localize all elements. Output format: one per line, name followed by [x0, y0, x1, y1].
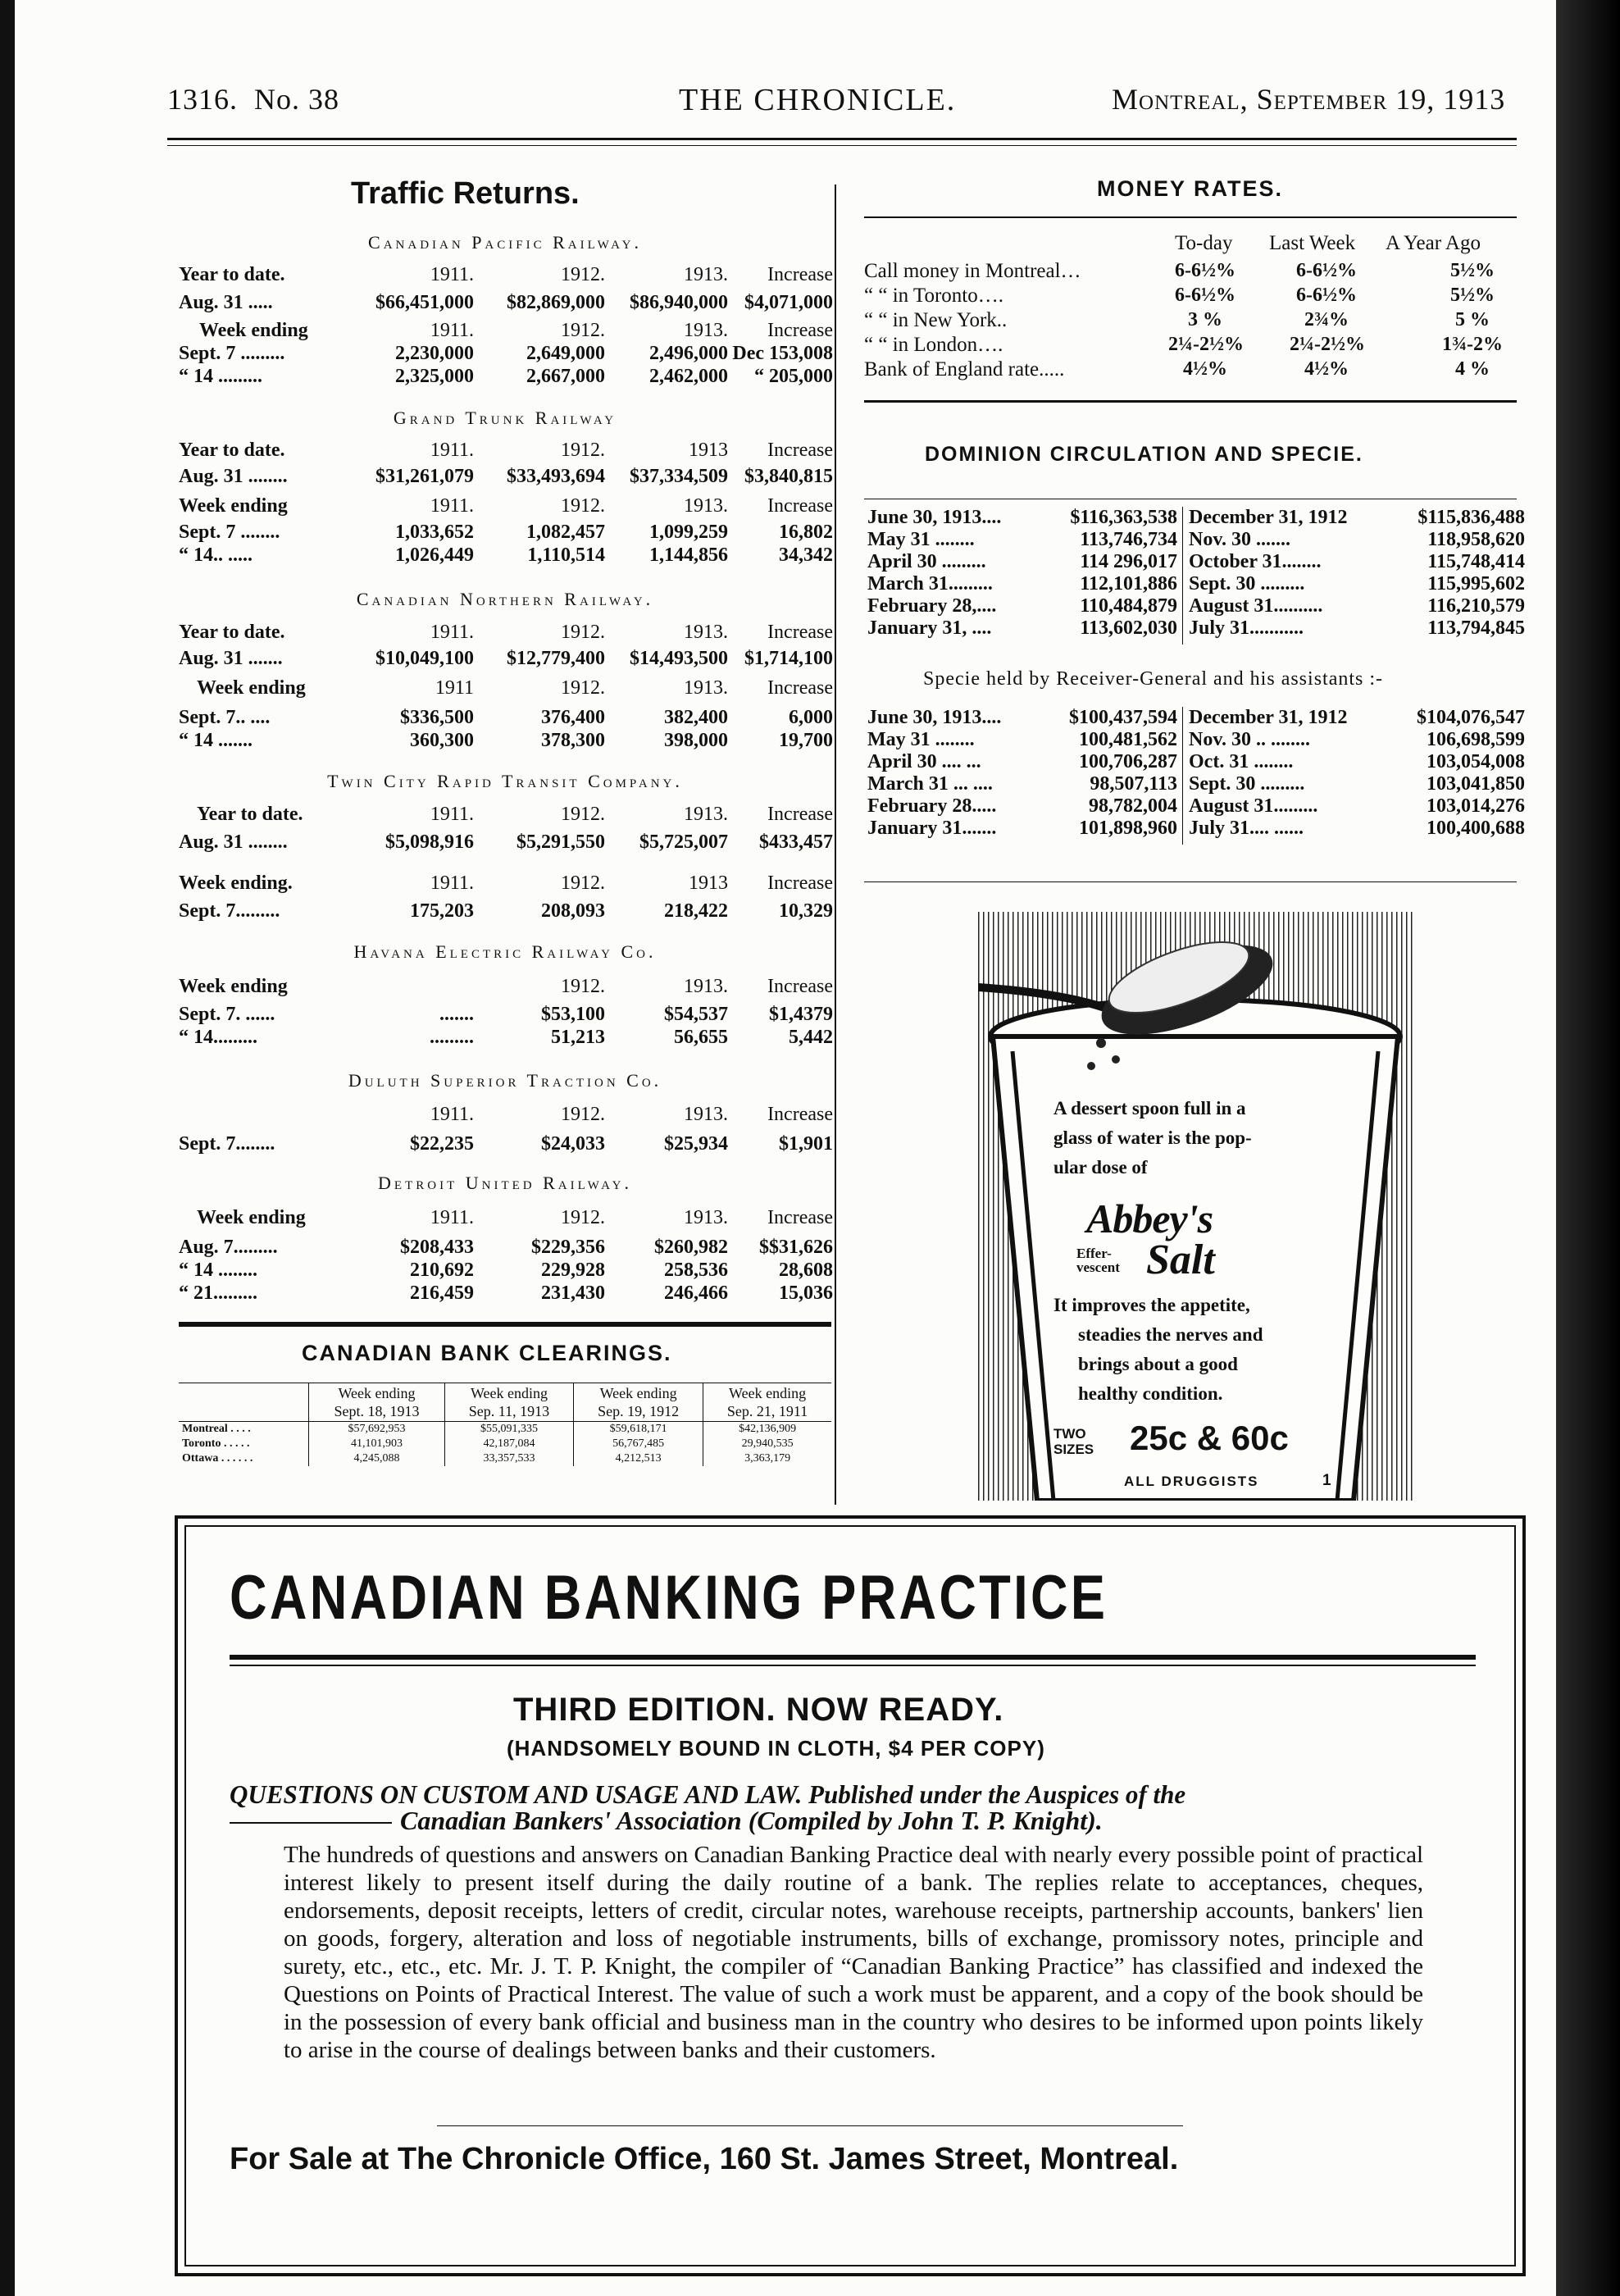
dominion-value: $100,437,594 [1069, 707, 1177, 728]
traffic-header-cell: Year to date. [197, 804, 303, 825]
dominion-value: 98,782,004 [1089, 795, 1177, 817]
dominion-value: $104,076,547 [1417, 707, 1525, 728]
traffic-cell: 1,110,514 [527, 544, 605, 566]
traffic-cell: 208,093 [541, 900, 605, 922]
money-cell: 2¾% [1304, 309, 1349, 330]
dominion-label: March 31......... [867, 573, 993, 594]
dominion-label: August 31.......... [1189, 595, 1323, 617]
traffic-header-cell: 1912. [561, 1207, 605, 1228]
money-rule [864, 216, 1517, 218]
masthead-title: THE CHRONICLE. [679, 83, 957, 117]
dominion-value: 110,484,879 [1080, 595, 1177, 617]
clearings-rule [179, 1322, 831, 1327]
dominion-label: April 30 .... ... [867, 751, 981, 772]
traffic-cell: “ 205,000 [754, 366, 833, 387]
clearings-table [179, 1383, 831, 1466]
traffic-header-cell: Increase [767, 622, 833, 643]
specie-caption: Specie held by Receiver-General and his assistants :- [923, 668, 1384, 690]
traffic-cell: 218,422 [664, 900, 728, 922]
dominion-value: 103,054,008 [1427, 751, 1525, 772]
traffic-header-cell: 1912. [561, 622, 605, 643]
railway-name: Canadian Pacific Railway. [368, 232, 642, 253]
traffic-cell: 2,649,000 [526, 343, 605, 364]
dominion-label: January 31....... [867, 818, 997, 839]
traffic-cell: $24,033 [541, 1133, 605, 1155]
railway-name: Havana Electric Railway Co. [353, 941, 657, 962]
traffic-header-cell: Year to date. [179, 622, 285, 643]
traffic-cell: $260,982 [654, 1237, 728, 1258]
clearings-cell: 4,245,088 [309, 1451, 445, 1466]
traffic-cell: “ 21......... [179, 1282, 257, 1304]
traffic-header-cell: Increase [767, 1207, 833, 1228]
traffic-cell: $25,934 [664, 1133, 728, 1155]
dominion-value: 103,014,276 [1427, 795, 1525, 817]
clearings-row [179, 1437, 831, 1451]
traffic-cell: $$31,626 [759, 1237, 833, 1258]
traffic-cell: Sept. 7. ...... [179, 1004, 275, 1025]
traffic-cell: 258,536 [664, 1260, 728, 1281]
column-divider [835, 184, 836, 1505]
money-cell: 3 % [1188, 309, 1222, 330]
traffic-cell: “ 14 ........ [179, 1260, 257, 1281]
page-number: 1316. No. 38 [167, 83, 339, 116]
railway-name: Duluth Superior Traction Co. [348, 1070, 662, 1091]
dominion-value: 98,507,113 [1090, 773, 1177, 795]
traffic-title: Traffic Returns. [351, 176, 580, 211]
traffic-cell: “ 14 ....... [179, 730, 253, 751]
money-cell: Call money in Montreal… [864, 260, 1081, 282]
traffic-header-cell: 1912. [561, 804, 605, 825]
traffic-cell: “ 14.. ..... [179, 544, 253, 566]
traffic-cell: $229,356 [531, 1237, 605, 1258]
traffic-header-cell: 1913. [684, 622, 728, 643]
traffic-cell: $14,493,500 [630, 648, 728, 669]
traffic-cell: $12,779,400 [507, 648, 605, 669]
money-cell: 4½% [1304, 358, 1349, 380]
dominion-label: January 31, .... [867, 617, 992, 639]
book-sale-line: For Sale at The Chronicle Office, 160 St. James Street, Montreal. [230, 2142, 1179, 2176]
money-cell: 2¼-2½% [1290, 334, 1365, 355]
book-title-rule [230, 1655, 1476, 1660]
clearings-cell: $55,091,335 [444, 1422, 573, 1437]
traffic-header-cell: 1913. [684, 1104, 728, 1125]
money-cell: 4½% [1183, 358, 1227, 380]
ad-benefit-line: brings about a good [1078, 1354, 1238, 1374]
traffic-header-cell: Increase [767, 495, 833, 517]
header-rule [167, 138, 1517, 140]
traffic-header-cell: 1911. [430, 264, 474, 285]
traffic-cell: 2,325,000 [395, 366, 474, 387]
traffic-cell: 2,230,000 [395, 343, 474, 364]
clearings-cell: Ottawa . . . . . . [182, 1452, 253, 1465]
money-cell: 5½% [1450, 285, 1495, 306]
traffic-cell: 216,459 [410, 1282, 474, 1304]
dominion-label: July 31........... [1189, 617, 1304, 639]
traffic-cell: 2,496,000 [649, 343, 728, 364]
traffic-header-cell: Increase [767, 976, 833, 997]
traffic-header-cell: Week ending [179, 976, 288, 997]
dominion-label: May 31 ........ [867, 729, 975, 750]
clearings-cell: 4,212,513 [574, 1451, 703, 1466]
traffic-cell: Sept. 7........ [179, 1133, 275, 1155]
subtitle-rule-left [230, 1822, 392, 1824]
traffic-header-cell: Increase [767, 440, 833, 461]
money-cell: 5 % [1455, 309, 1490, 330]
ad-druggists: ALL DRUGGISTS [1124, 1474, 1259, 1489]
traffic-header-cell: 1911. [430, 320, 474, 341]
dominion-label: Nov. 30 .. ........ [1189, 729, 1311, 750]
traffic-header-cell: Year to date. [179, 440, 285, 461]
traffic-cell: Sept. 7 ......... [179, 343, 285, 364]
dominion-label: Sept. 30 ......... [1189, 773, 1305, 795]
money-header-cell: To-day [1175, 232, 1233, 254]
ad-copy-line: ular dose of [1053, 1157, 1148, 1178]
traffic-cell: 51,213 [551, 1027, 605, 1048]
dominion-value: 101,898,960 [1079, 818, 1177, 839]
dominion-label: July 31.... ...... [1189, 818, 1304, 839]
traffic-cell: 210,692 [410, 1260, 474, 1281]
traffic-cell: $37,334,509 [630, 466, 728, 487]
traffic-cell: Aug. 31 ..... [179, 292, 273, 313]
book-description: The hundreds of questions and answers on Canadian Banking Practice deal with nearly every possible point of practical interest likely to present itself during the daily routine of a bank. The replies relate to acceptances, cheques, endorsements, deposit receipts, letters of credit, circular notes, warehouse receipts, partnership accounts, bankers' lien on goods, forgery, alteration and loss of negotiable instruments, bills of exchange, promissory notes, principle and surety, etc., etc., etc. Mr. J. T. P. Knight, the compiler of “Canadian Banking Practice” has classified and indexed the Questions on Points of Practical Interest. The value of such a work must be apparent, and a copy of the book should be in the possession of every bank official and business man in the country who desires to be informed upon points likely to arise in the course of dealings between banks and their customers. [284, 1842, 1423, 2063]
money-header-cell: A Year Ago [1386, 232, 1481, 254]
dominion-title: DOMINION CIRCULATION AND SPECIE. [925, 443, 1363, 466]
dominion-label: June 30, 1913.... [867, 507, 1002, 528]
dominion-value: 116,210,579 [1427, 595, 1525, 617]
traffic-header-cell: 1912. [561, 320, 605, 341]
dominion-label: December 31, 1912 [1189, 707, 1348, 728]
traffic-cell: $1,4379 [769, 1004, 833, 1025]
ad-salt: Salt [1146, 1237, 1215, 1283]
traffic-cell: 246,466 [664, 1282, 728, 1304]
dominion-value: 112,101,886 [1080, 573, 1177, 594]
traffic-cell: 378,300 [541, 730, 605, 751]
traffic-cell: $3,840,815 [744, 466, 833, 487]
traffic-cell: 2,667,000 [526, 366, 605, 387]
traffic-header-cell: 1911 [435, 677, 474, 699]
clearings-cell: $42,136,909 [703, 1422, 831, 1437]
traffic-header-cell: Week ending. [179, 872, 293, 894]
money-header-cell: Last Week [1269, 232, 1356, 254]
traffic-header-cell: 1912. [561, 440, 605, 461]
dominion-value: $116,363,538 [1070, 507, 1177, 528]
traffic-cell: 1,026,449 [395, 544, 474, 566]
book-title-rule-thin [230, 1665, 1476, 1666]
traffic-cell: $66,451,000 [375, 292, 474, 313]
traffic-header-cell: 1913. [684, 1207, 728, 1228]
traffic-header-cell: 1911. [430, 872, 474, 894]
book-binding: (HANDSOMELY BOUND IN CLOTH, $4 PER COPY) [507, 1736, 1045, 1761]
clearings-cell: 42,187,084 [444, 1437, 573, 1451]
money-cell: 4 % [1455, 358, 1490, 380]
traffic-header-cell: 1912. [561, 495, 605, 517]
traffic-header-cell: Week ending [197, 677, 306, 699]
clearings-cell: $59,618,171 [574, 1422, 703, 1437]
traffic-header-cell: 1913 [689, 872, 728, 894]
traffic-cell: 376,400 [541, 707, 605, 728]
traffic-cell: $54,537 [664, 1004, 728, 1025]
dominion-value: 100,400,688 [1427, 818, 1525, 839]
dominion-divider [1182, 507, 1183, 645]
money-cell: 6-6½% [1296, 260, 1357, 281]
clearings-row [179, 1422, 831, 1437]
traffic-header-cell: 1913. [684, 264, 728, 285]
money-bottom-rule [864, 400, 1517, 403]
dominion-label: March 31 ... .... [867, 773, 993, 795]
clearings-col-1: Week ending Sept. 18, 1913 [309, 1383, 445, 1422]
traffic-cell: $82,869,000 [507, 292, 605, 313]
traffic-cell: Dec 153,008 [732, 343, 833, 364]
dominion-value: 115,995,602 [1427, 573, 1525, 594]
traffic-cell: 1,082,457 [526, 522, 605, 543]
ad-two-sizes: TWO SIZES [1053, 1426, 1094, 1457]
traffic-header-cell: 1912. [561, 1104, 605, 1125]
traffic-header-cell: 1911. [430, 804, 474, 825]
ad-number: 1 [1322, 1472, 1331, 1489]
clearings-cell: $57,692,953 [309, 1422, 445, 1437]
traffic-header-cell: Increase [767, 1104, 833, 1125]
traffic-header-cell: 1913. [684, 495, 728, 517]
traffic-header-cell: 1912. [561, 677, 605, 699]
money-title: MONEY RATES. [1097, 176, 1284, 201]
book-subtitle-1: QUESTIONS ON CUSTOM AND USAGE AND LAW. Published under the Auspices of the [230, 1779, 1186, 1809]
traffic-header-cell: Year to date. [179, 264, 285, 285]
traffic-cell: 34,342 [779, 544, 833, 566]
ad-effervescent: Effer- vescent [1076, 1246, 1120, 1275]
clearings-col-3: Week ending Sep. 19, 1912 [574, 1383, 703, 1422]
dateline: Montreal, September 19, 1913 [1112, 83, 1506, 116]
money-cell: 2¼-2½% [1168, 334, 1244, 355]
newspaper-page [15, 0, 1556, 2296]
money-cell: 5½% [1450, 260, 1495, 281]
clearings-cell: 3,363,179 [703, 1451, 831, 1466]
clearings-col-2: Week ending Sep. 11, 1913 [444, 1383, 573, 1422]
railway-name: Grand Trunk Railway [393, 408, 617, 428]
ad-copy [1053, 1094, 1252, 1182]
traffic-header-cell: 1913. [684, 976, 728, 997]
money-cell: “ “ in Toronto…. [864, 285, 1003, 307]
clearings-cell: 29,940,535 [703, 1437, 831, 1451]
traffic-cell: “ 14......... [179, 1027, 257, 1048]
dominion-label: December 31, 1912 [1189, 507, 1348, 528]
traffic-cell: Aug. 31 ........ [179, 466, 288, 487]
dominion-value: 103,041,850 [1427, 773, 1525, 795]
clearings-col-4: Week ending Sep. 21, 1911 [703, 1383, 831, 1422]
traffic-cell: “ 14 ......... [179, 366, 262, 387]
ad-benefit [1053, 1291, 1263, 1409]
traffic-header-cell: Increase [767, 804, 833, 825]
traffic-header-cell: Increase [767, 872, 833, 894]
traffic-cell: Aug. 7......... [179, 1237, 278, 1258]
traffic-header-cell: 1913. [684, 677, 728, 699]
traffic-cell: $22,235 [410, 1133, 474, 1155]
ad-benefit-line: healthy condition. [1078, 1383, 1223, 1404]
traffic-cell: $5,098,916 [385, 831, 474, 853]
ad-benefit-line: steadies the nerves and [1078, 1324, 1263, 1345]
traffic-cell: $5,291,550 [516, 831, 605, 853]
railway-name: Detroit United Railway. [378, 1173, 632, 1193]
traffic-cell: $31,261,079 [375, 466, 474, 487]
traffic-header-cell: Increase [767, 264, 833, 285]
traffic-cell: 398,000 [664, 730, 728, 751]
money-cell: “ “ in New York.. [864, 309, 1008, 331]
traffic-header-cell: Week ending [199, 320, 308, 341]
traffic-cell: 15,036 [779, 1282, 833, 1304]
dominion-value: 118,958,620 [1427, 529, 1525, 550]
traffic-cell: 28,608 [779, 1260, 833, 1281]
traffic-cell: 231,430 [541, 1282, 605, 1304]
dominion-label: May 31 ........ [867, 529, 975, 550]
traffic-cell: $10,049,100 [375, 648, 474, 669]
ad-copy-line: A dessert spoon full in a [1053, 1098, 1246, 1118]
sale-rule [437, 2125, 1183, 2126]
traffic-header-cell: 1911. [430, 1207, 474, 1228]
dominion-value: 106,698,599 [1427, 729, 1525, 750]
dominion-value: $115,836,488 [1418, 507, 1525, 528]
traffic-cell: $4,071,000 [744, 292, 833, 313]
money-cell: 1¾-2% [1442, 334, 1503, 355]
money-cell: 6-6½% [1175, 285, 1235, 306]
clearings-cell: Toronto . . . . . [182, 1437, 250, 1450]
traffic-header-cell: 1911. [430, 440, 474, 461]
traffic-cell: $33,493,694 [507, 466, 605, 487]
dominion-value: 100,706,287 [1079, 751, 1177, 772]
traffic-header-cell: 1912. [561, 976, 605, 997]
abbeys-salt-ad [978, 912, 1413, 1501]
dominion-label: June 30, 1913.... [867, 707, 1002, 728]
dominion-label: October 31........ [1189, 551, 1322, 572]
book-subtitle-2: Canadian Bankers' Association (Compiled by John T. P. Knight). [400, 1806, 1103, 1835]
traffic-cell: $1,714,100 [744, 648, 833, 669]
money-cell: Bank of England rate..... [864, 358, 1065, 380]
dominion-label: Sept. 30 ......... [1189, 573, 1305, 594]
traffic-cell: Aug. 31 ....... [179, 648, 283, 669]
dominion-label: February 28..... [867, 795, 997, 817]
ad-brand: Abbey's [1086, 1196, 1213, 1241]
traffic-header-cell: 1913. [684, 320, 728, 341]
traffic-cell: 1,033,652 [395, 522, 474, 543]
traffic-header-cell: 1911. [430, 622, 474, 643]
header-rule-thin [167, 145, 1517, 146]
traffic-cell: Sept. 7.. .... [179, 707, 271, 728]
traffic-header-cell: 1912. [561, 264, 605, 285]
dominion-value: 113,794,845 [1427, 617, 1525, 639]
traffic-cell: 16,802 [779, 522, 833, 543]
traffic-cell: ......... [430, 1027, 474, 1048]
clearings-cell: Montreal . . . . [182, 1423, 251, 1435]
page-edge [1556, 0, 1620, 2296]
traffic-header-cell: 1912. [561, 872, 605, 894]
traffic-cell: 5,442 [789, 1027, 833, 1048]
traffic-cell: 56,655 [674, 1027, 728, 1048]
clearings-row [179, 1451, 831, 1466]
traffic-cell: $5,725,007 [639, 831, 728, 853]
traffic-cell: 10,329 [779, 900, 833, 922]
dominion-value: 100,481,562 [1079, 729, 1177, 750]
traffic-cell: 229,928 [541, 1260, 605, 1281]
traffic-cell: Sept. 7......... [179, 900, 280, 922]
ad-copy-line: glass of water is the pop- [1053, 1128, 1252, 1148]
traffic-cell: ....... [439, 1004, 474, 1025]
traffic-cell: 382,400 [664, 707, 728, 728]
ad-price: 25c & 60c [1130, 1419, 1289, 1457]
traffic-cell: Aug. 31 ........ [179, 831, 288, 853]
clearings-title: CANADIAN BANK CLEARINGS. [302, 1341, 672, 1365]
traffic-cell: $208,433 [400, 1237, 474, 1258]
traffic-header-cell: Week ending [179, 495, 288, 517]
book-edition: THIRD EDITION. NOW READY. [513, 1692, 1004, 1728]
dominion-label: Oct. 31 ........ [1189, 751, 1294, 772]
specie-divider [1182, 707, 1183, 845]
traffic-header-cell: Increase [767, 320, 833, 341]
traffic-cell: $1,901 [779, 1133, 833, 1155]
traffic-header-cell: Week ending [197, 1207, 306, 1228]
clearings-cell: 56,767,485 [574, 1437, 703, 1451]
traffic-cell: 1,144,856 [649, 544, 728, 566]
dominion-label: April 30 ......... [867, 551, 986, 572]
dominion-value: 113,602,030 [1080, 617, 1177, 639]
dominion-value: 113,746,734 [1080, 529, 1177, 550]
traffic-header-cell: Increase [767, 677, 833, 699]
clearings-cell: 33,357,533 [444, 1451, 573, 1466]
dominion-label: February 28,.... [867, 595, 997, 617]
traffic-cell: $336,500 [400, 707, 474, 728]
money-cell: 6-6½% [1175, 260, 1235, 281]
traffic-cell: $86,940,000 [630, 292, 728, 313]
money-cell: 6-6½% [1296, 285, 1357, 306]
clearings-cell: 41,101,903 [309, 1437, 445, 1451]
traffic-cell: 19,700 [779, 730, 833, 751]
traffic-cell: 1,099,259 [649, 522, 728, 543]
railway-name: Twin City Rapid Transit Company. [327, 771, 683, 791]
traffic-cell: Sept. 7 ........ [179, 522, 280, 543]
dominion-value: 114 296,017 [1080, 551, 1177, 572]
traffic-header-cell: 1913. [684, 804, 728, 825]
railway-name: Canadian Northern Railway. [356, 589, 654, 609]
book-title: CANADIAN BANKING PRACTICE [230, 1563, 1108, 1633]
traffic-header-cell: 1911. [430, 1104, 474, 1125]
traffic-cell: 2,462,000 [649, 366, 728, 387]
money-cell: “ “ in London…. [864, 334, 1003, 356]
dominion-label: August 31......... [1189, 795, 1318, 817]
ad-benefit-line: It improves the appetite, [1053, 1295, 1250, 1315]
traffic-cell: 6,000 [789, 707, 833, 728]
traffic-cell: $53,100 [541, 1004, 605, 1025]
traffic-header-cell: 1913 [689, 440, 728, 461]
dominion-label: Nov. 30 ....... [1189, 529, 1291, 550]
traffic-header-cell: 1911. [430, 495, 474, 517]
dominion-value: 115,748,414 [1427, 551, 1525, 572]
traffic-cell: 360,300 [410, 730, 474, 751]
traffic-cell: 175,203 [410, 900, 474, 922]
traffic-cell: $433,457 [759, 831, 833, 853]
